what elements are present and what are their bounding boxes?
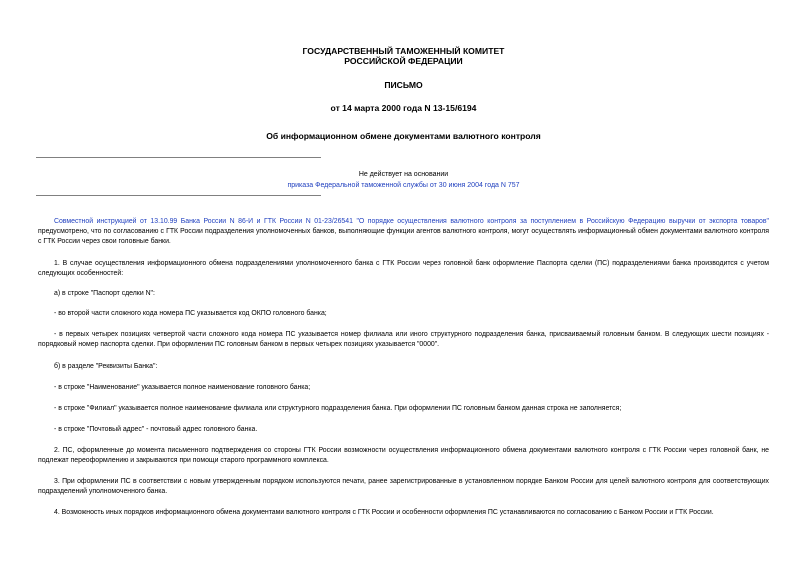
doc-date-number: от 14 марта 2000 года N 13-15/6194: [330, 103, 477, 113]
status-line: Не действует на основании: [358, 171, 449, 178]
instruction-link[interactable]: Совместной инструкцией от 13.10.99 Банка России N 86-И и ГТК России N 01-23/26541 "О порядке осуществления валютного контроля за поступлением в Российскую Федерацию выручки от экспорта товаров": [54, 218, 769, 225]
paragraph-1b: б) в разделе "Реквизиты Банка":: [54, 363, 158, 370]
paragraph-3: 3. При оформлении ПС в соответствии с новым утвержденным порядком используются печати, ранее зарегистрированные в установленном порядке Банком России для целей валютного контроля для соответствующих подразделений уполномоченного банка.: [38, 478, 769, 495]
intro-paragraph: [38, 217, 769, 247]
org-name-line1: ГОСУДАРСТВЕННЫЙ ТАМОЖЕННЫЙ КОМИТЕТ: [302, 46, 505, 56]
paragraph-1b-item2: - в строке "Филиал" указывается полное наименование филиала или структурного подразделения банка. При оформлении ПС головным банком данная строка не заполняется;: [54, 405, 622, 412]
paragraph-2: 2. ПС, оформленные до момента письменного подтверждения со стороны ГТК России возможности осуществления информационного обмена документами валютного контроля с ГТК России через головной банк, не подлежат переоформлению и закрываются при помощи старого программного комплекса.: [38, 447, 769, 464]
paragraph-1a: а) в строке "Паспорт сделки N":: [54, 290, 155, 297]
paragraph-1b-item1: - в строке "Наименование" указывается полное наименование головного банка;: [54, 384, 311, 391]
doc-type: ПИСЬМО: [384, 80, 423, 90]
paragraph-4: 4. Возможность иных порядков информационного обмена документами валютного контроля с ГТК России и особенности оформления ПС устанавливаются по согласованию с Банком России и ГТК России.: [54, 509, 714, 516]
org-name-line2: РОССИЙСКОЙ ФЕДЕРАЦИИ: [344, 56, 463, 66]
doc-title: Об информационном обмене документами валютного контроля: [266, 131, 541, 141]
paragraph-1a-item1: - во второй части сложного кода номера ПС указывается код ОКПО головного банка;: [54, 310, 327, 317]
paragraph-1a-item2: - в первых четырех позициях четвертой части сложного кода номера ПС указывается номер филиала или иного структурного подразделения банка, присваиваемый головным банком. В следующих шести позициях - порядковый номер паспорта сделки. При оформлении ПС головным банком в первых четырех позициях указывается "0000".: [38, 331, 769, 348]
divider-top: [36, 157, 321, 158]
intro-text: предусмотрено, что по согласованию с ГТК России подразделения уполномоченных банков, выполняющие функции агентов валютного контроля, могут осуществлять информационный обмен документами валютного контроля с ГТК России через свои головные банки.: [38, 228, 769, 245]
paragraph-1: 1. В случае осуществления информационного обмена подразделениями уполномоченного банка с ГТК России через головной банк оформление Паспорта сделки (ПС) подразделениями банка производится с учетом следующих особенностей:: [38, 260, 769, 277]
divider-bottom: [36, 195, 321, 196]
status-link[interactable]: приказа Федеральной таможенной службы от 30 июня 2004 года N 757: [287, 182, 520, 189]
paragraph-1b-item3: - в строке "Почтовый адрес" - почтовый адрес головного банка.: [54, 426, 258, 433]
